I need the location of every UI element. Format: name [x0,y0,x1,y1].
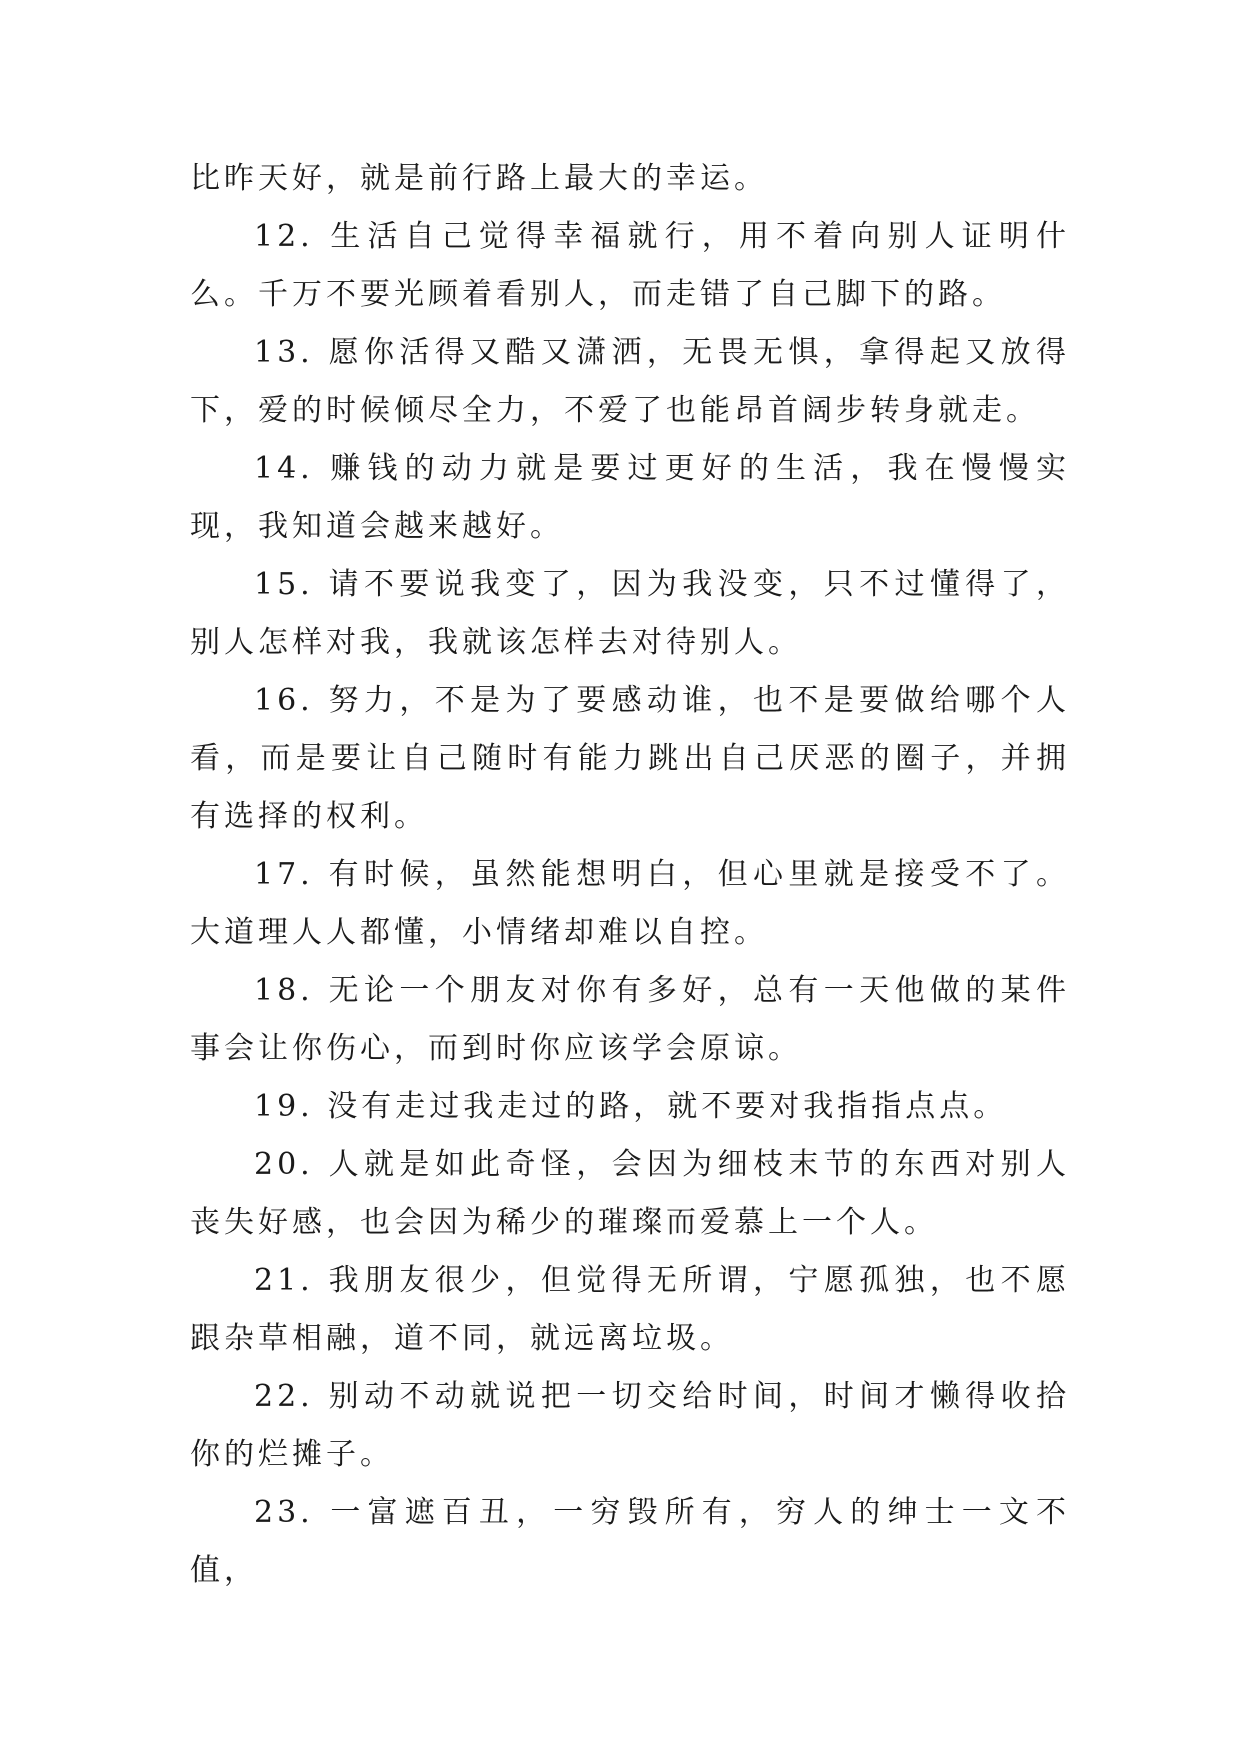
paragraph-16: 16. 努力，不是为了要感动谁，也不是要做给哪个人看，而是要让自己随时有能力跳出自己厌恶的圈子，并拥有选择的权利。 [190,683,1070,834]
paragraph-22: 22. 别动不动就说把一切交给时间，时间才懒得收拾你的烂摊子。 [190,1379,1070,1472]
paragraph-14: 14. 赚钱的动力就是要过更好的生活，我在慢慢实现，我知道会越来越好。 [190,451,1070,544]
paragraph-12: 12. 生活自己觉得幸福就行，用不着向别人证明什么。千万不要光顾着看别人，而走错了自己脚下的路。 [190,219,1070,312]
paragraph-15: 15. 请不要说我变了，因为我没变，只不过懂得了，别人怎样对我，我就该怎样去对待别人。 [190,567,1070,660]
document-page [190,150,1070,1600]
paragraph-23: 23. 一富遮百丑，一穷毁所有，穷人的绅士一文不值， [190,1495,1070,1588]
paragraph-13: 13. 愿你活得又酷又潇洒，无畏无惧，拿得起又放得下，爱的时候倾尽全力，不爱了也能昂首阔步转身就走。 [190,335,1070,428]
paragraph-20: 20. 人就是如此奇怪，会因为细枝末节的东西对别人丧失好感，也会因为稀少的璀璨而爱慕上一个人。 [190,1147,1070,1240]
paragraph-18: 18. 无论一个朋友对你有多好，总有一天他做的某件事会让你伤心，而到时你应该学会原谅。 [190,973,1070,1066]
paragraph-17: 17. 有时候，虽然能想明白，但心里就是接受不了。大道理人人都懂，小情绪却难以自控。 [190,857,1070,950]
paragraph-19: 19. 没有走过我走过的路，就不要对我指指点点。 [254,1089,1008,1124]
paragraph-21: 21. 我朋友很少，但觉得无所谓，宁愿孤独，也不愿跟杂草相融，道不同，就远离垃圾。 [190,1263,1070,1356]
paragraph-0: 比昨天好，就是前行路上最大的幸运。 [190,161,768,196]
